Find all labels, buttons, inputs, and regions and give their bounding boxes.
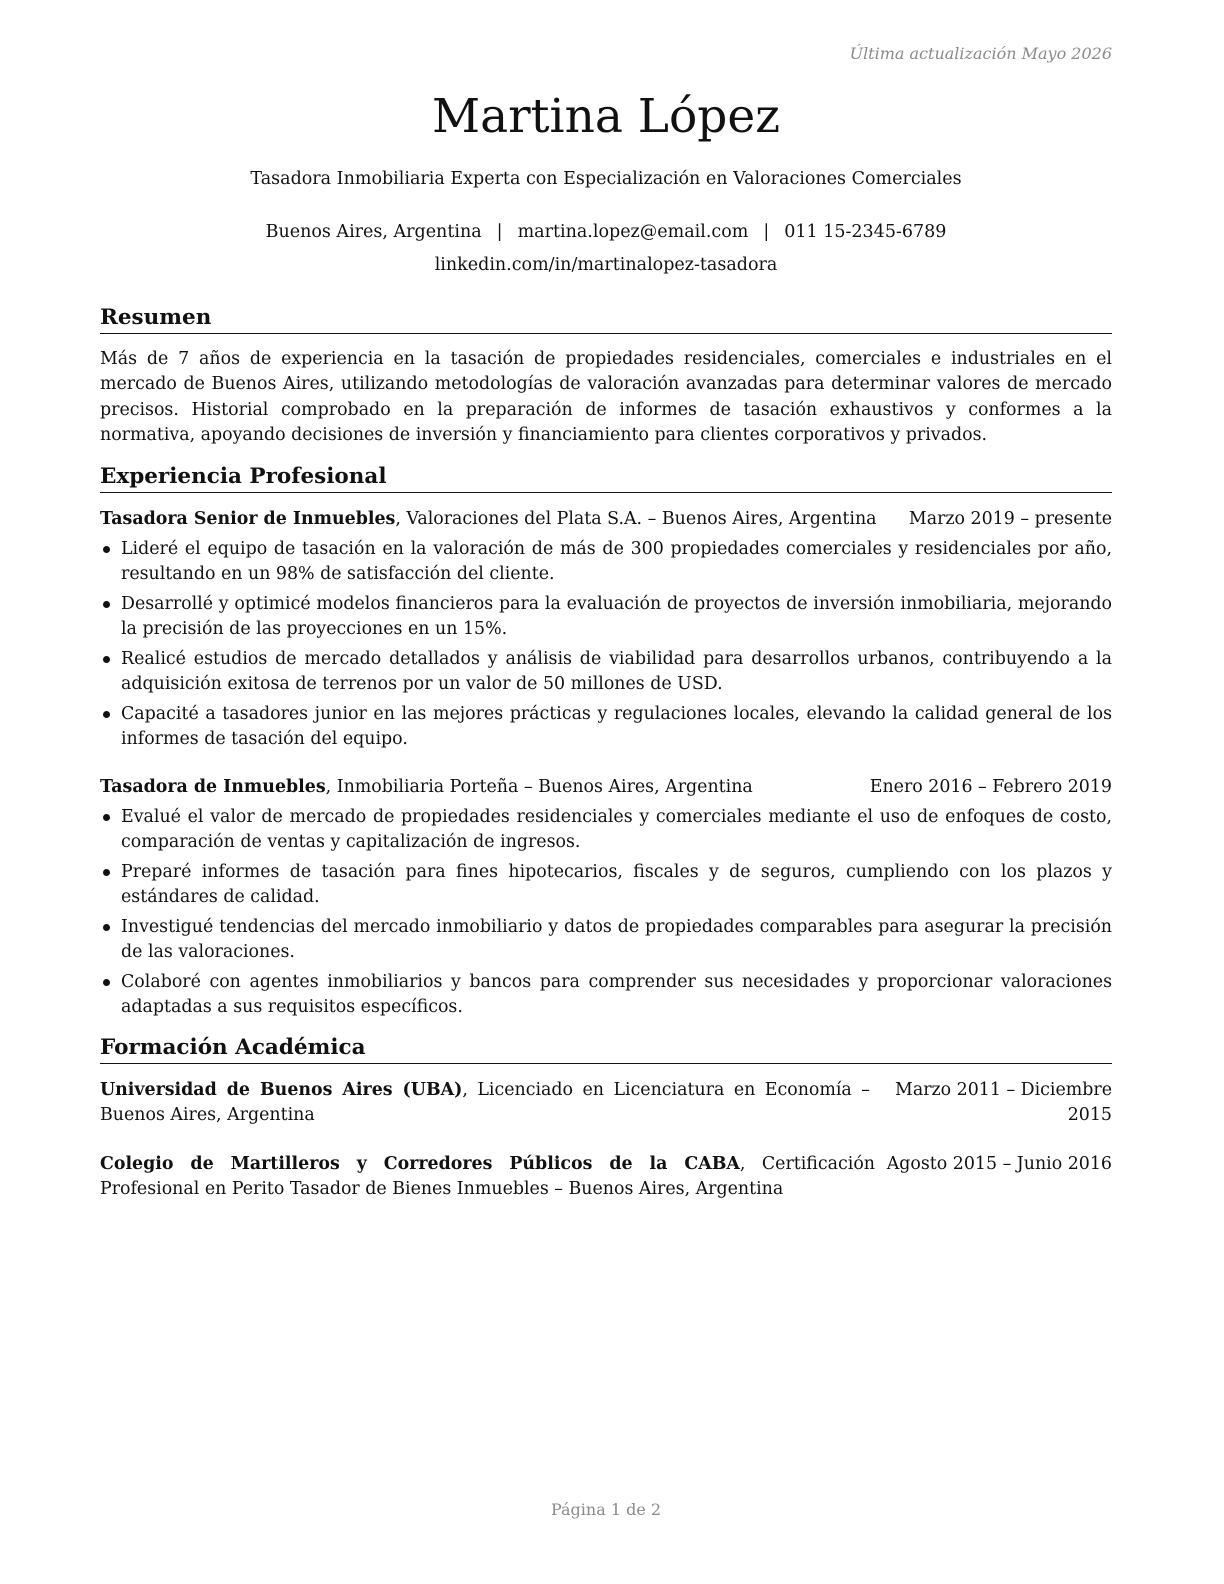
list-item: Desarrollé y optimicé modelos financieros para la evaluación de proyectos de inversión inmobiliaria, mejorando la precisión de las proyecciones en un 15%. — [100, 592, 1112, 642]
section-title-summary: Resumen — [100, 304, 1112, 334]
bullet-icon — [103, 656, 110, 663]
bullet-icon — [103, 711, 110, 718]
list-item: Evalué el valor de mercado de propiedades residenciales y comerciales mediante el uso de enfoques de costo, comparación de ventas y capitalización de ingresos. — [100, 805, 1112, 855]
separator: | — [763, 222, 770, 242]
bullet-icon — [103, 601, 110, 608]
phone: 011 15-2345-6789 — [784, 222, 947, 242]
education-degree: , Licenciado en Licenciatura en Economía – Buenos Aires, Argentina — [100, 1080, 870, 1126]
job-title-line — [100, 507, 877, 532]
job-company: , Inmobiliaria Porteña – Buenos Aires, Argentina — [325, 777, 753, 797]
headline: Tasadora Inmobiliaria Experta con Especialización en Valoraciones Comerciales — [250, 169, 962, 189]
education-institution: Universidad de Buenos Aires (UBA) — [100, 1080, 463, 1100]
last-updated: Última actualización Mayo 2026 — [849, 44, 1112, 63]
list-item: Colaboré con agentes inmobiliarios y bancos para comprender sus necesidades y proporcionar valoraciones adaptadas a sus requisitos específicos. — [100, 970, 1112, 1020]
job-dates: Enero 2016 – Febrero 2019 — [869, 777, 1112, 797]
job-dates: Marzo 2019 – presente — [908, 509, 1112, 529]
list-item: Preparé informes de tasación para fines hipotecarios, fiscales y de seguros, cumpliendo con los plazos y estándares de calidad. — [100, 860, 1112, 910]
education-dates: Agosto 2015 – Junio 2016 — [886, 1154, 1112, 1174]
education-institution: Colegio de Martilleros y Corredores Públicos de la CABA — [100, 1154, 740, 1174]
bullet-icon — [103, 546, 110, 553]
job-bullets — [100, 537, 1112, 757]
job-company: , Valoraciones del Plata S.A. – Buenos Aires, Argentina — [395, 509, 877, 529]
bullet-icon — [103, 814, 110, 821]
linkedin-link[interactable]: linkedin.com/in/martinalopez-tasadora — [434, 255, 778, 275]
bullet-icon — [103, 924, 110, 931]
separator: | — [496, 222, 503, 242]
email-link[interactable]: martina.lopez@email.com — [517, 222, 749, 242]
education-degree: , Certificación Profesional en Perito Tasador de Bienes Inmuebles – Buenos Aires, Argentina — [100, 1154, 875, 1200]
education-dates: Marzo 2011 – Diciembre 2015 — [895, 1080, 1112, 1126]
section-title-experience: Experiencia Profesional — [100, 463, 1112, 493]
education-detail-line — [100, 1152, 875, 1203]
bullet-icon — [103, 979, 110, 986]
section-title-education: Formación Académica — [100, 1034, 1112, 1064]
job-bullets — [100, 805, 1112, 1025]
job-role: Tasadora de Inmuebles — [100, 777, 326, 797]
list-item: Realicé estudios de mercado detallados y análisis de viabilidad para desarrollos urbanos, contribuyendo a la adquisición exitosa de terrenos por un valor de 50 millones de USD. — [100, 647, 1112, 697]
job-title-line — [100, 775, 753, 800]
list-item: Lideré el equipo de tasación en la valoración de más de 300 propiedades comerciales y residenciales por año, resultando en un 98% de satisfacción del cliente. — [100, 537, 1112, 587]
list-item: Capacité a tasadores junior en las mejores prácticas y regulaciones locales, elevando la calidad general de los informes de tasación del equipo. — [100, 702, 1112, 752]
list-item: Investigué tendencias del mercado inmobiliario y datos de propiedades comparables para asegurar la precisión de las valoraciones. — [100, 915, 1112, 965]
contact-line — [100, 219, 1112, 245]
page-number: Página 1 de 2 — [550, 1500, 662, 1519]
location: Buenos Aires, Argentina — [265, 222, 482, 242]
summary-text: Más de 7 años de experiencia en la tasación de propiedades residenciales, comerciales e industriales en el mercado de Buenos Aires, utilizando metodologías de valoración avanzadas para determinar valores de mercado precisos. Historial comprobado en la preparación de informes de tasación exhaustivos y conformes a la normativa, apoyando decisiones de inversión y financiamiento para clientes corporativos y privados. — [100, 349, 1112, 446]
bullet-icon — [103, 869, 110, 876]
job-role: Tasadora Senior de Inmuebles — [100, 509, 396, 529]
education-detail-line — [100, 1078, 870, 1129]
candidate-name: Martina López — [432, 89, 780, 144]
resume-page — [100, 0, 1112, 1584]
